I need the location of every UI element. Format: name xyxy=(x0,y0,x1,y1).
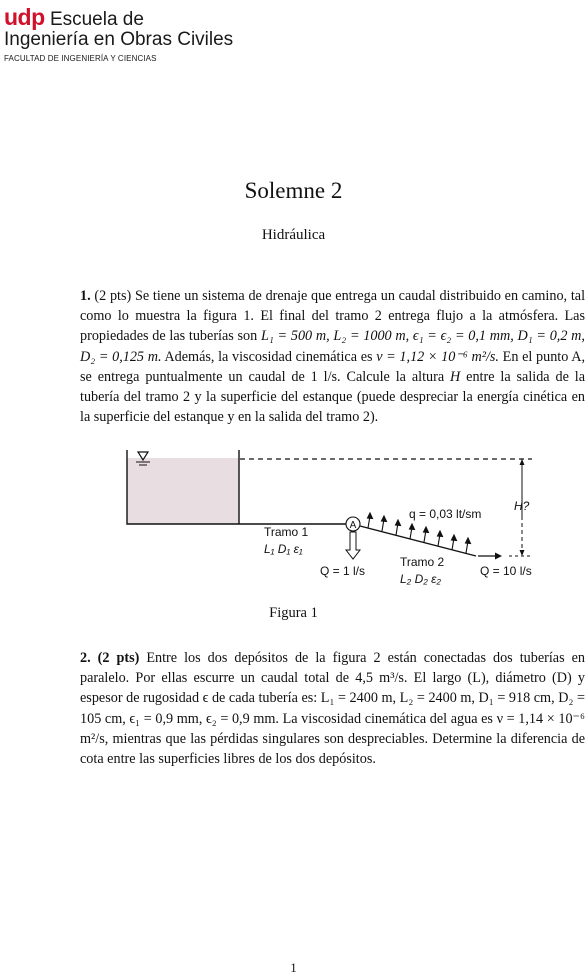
label-point-flow: Q = 1 l/s xyxy=(320,564,366,578)
document-subtitle: Hidráulica xyxy=(261,227,326,243)
label-tramo-1: Tramo 1 xyxy=(264,525,309,539)
tank-water xyxy=(127,458,239,524)
problem-1-l1: L₁ = 500 m, xyxy=(260,328,334,345)
point-outflow-arrow-icon xyxy=(346,532,360,559)
problem-1-text-c: En el punto A, se entrega puntualmente un caudal de 1 l/s. Calcule la altura xyxy=(80,348,586,385)
figure-1-caption: Figura 1 xyxy=(269,605,318,621)
problem-1 xyxy=(80,286,585,427)
label-tramo-2-props: L₂ D₂ ε₂ xyxy=(400,572,442,586)
university-logo xyxy=(4,4,244,63)
label-outlet-flow: Q = 10 l/s xyxy=(480,564,532,578)
problem-1-text-a: Se tiene un sistema de drenaje que entrega un caudal distribuido en camino, tal como lo muestra la figura 1. El final del tramo 2 entrega flujo a la atmósfera. Las propiedades de las tuberías son xyxy=(80,288,586,345)
figure-1-diagram xyxy=(124,446,544,592)
logo-brand: udp xyxy=(4,4,45,30)
label-distributed-flow: q = 0,03 lt/sm xyxy=(409,507,482,521)
problem-2-points: (2 pts) xyxy=(97,650,140,666)
document-title: Solemne 2 xyxy=(244,178,343,203)
point-a-label: A xyxy=(349,520,357,531)
problem-1-viscosity: ν = 1,12 × 10⁻⁶ m²/s. xyxy=(376,348,499,365)
problem-2-number: 2. xyxy=(80,650,91,666)
problem-1-diameters: D₁ = 0,2 m, D₂ = 0,125 m. xyxy=(80,328,585,365)
problem-1-text-d: entre la salida de la tubería del tramo 2 y la superficie del estanque (puede despreciar la energía cinética en la superficie del estanque y en la salida del tramo 2). xyxy=(80,368,585,426)
outlet-arrow-head-icon xyxy=(495,553,502,560)
problem-2-text: Entre los dos depósitos de la figura 2 están conectadas dos tuberías en paralelo. Por ellas escurre un caudal total de 4,5 m³/s. El largo (L), diámetro (D) y espesor de rugosidad ϵ de cada tubería es: L₁ = 2400 m, L₂ = 2400 m, D₁ = 918 cm, D₂ = 105 cm, ϵ₁ = 0,9 mm, ϵ₂ = 0,9 mm. La viscosidad cinemática del agua es ν = 1,14 × 10⁻⁶ m²/s, mientras que las pérdidas singulares son despreciables. Determine la diferencia de cota entre las superficies libres de los dos depósitos. xyxy=(80,650,586,768)
page-number: 1 xyxy=(290,960,297,975)
problem-1-points: (2 pts) xyxy=(94,288,132,304)
problem-1-text-b: Además, la viscosidad cinemática es xyxy=(161,348,377,365)
problem-1-h: H xyxy=(450,368,461,385)
h-arrow-bottom-icon xyxy=(520,550,525,556)
h-arrow-top-icon xyxy=(520,459,525,465)
label-tramo-1-props: L₁ D₁ ε₁ xyxy=(264,542,303,556)
label-tramo-2: Tramo 2 xyxy=(400,555,445,569)
logo-school-line xyxy=(4,4,244,31)
label-h: H? xyxy=(514,499,530,513)
pipe-tramo-2 xyxy=(360,526,476,556)
problem-1-l2: L₂ = 1000 m, xyxy=(333,328,410,345)
logo-program-name: Ingeniería en Obras Civiles xyxy=(4,29,234,50)
problem-1-roughness: ϵ₁ = ϵ₂ = 0,1 mm, xyxy=(412,328,518,345)
logo-faculty-name: FACULTAD DE INGENIERÍA Y CIENCIAS xyxy=(4,54,157,63)
logo-school-name: Escuela de xyxy=(49,9,144,30)
problem-1-number: 1. xyxy=(80,288,91,304)
problem-2 xyxy=(80,648,585,769)
